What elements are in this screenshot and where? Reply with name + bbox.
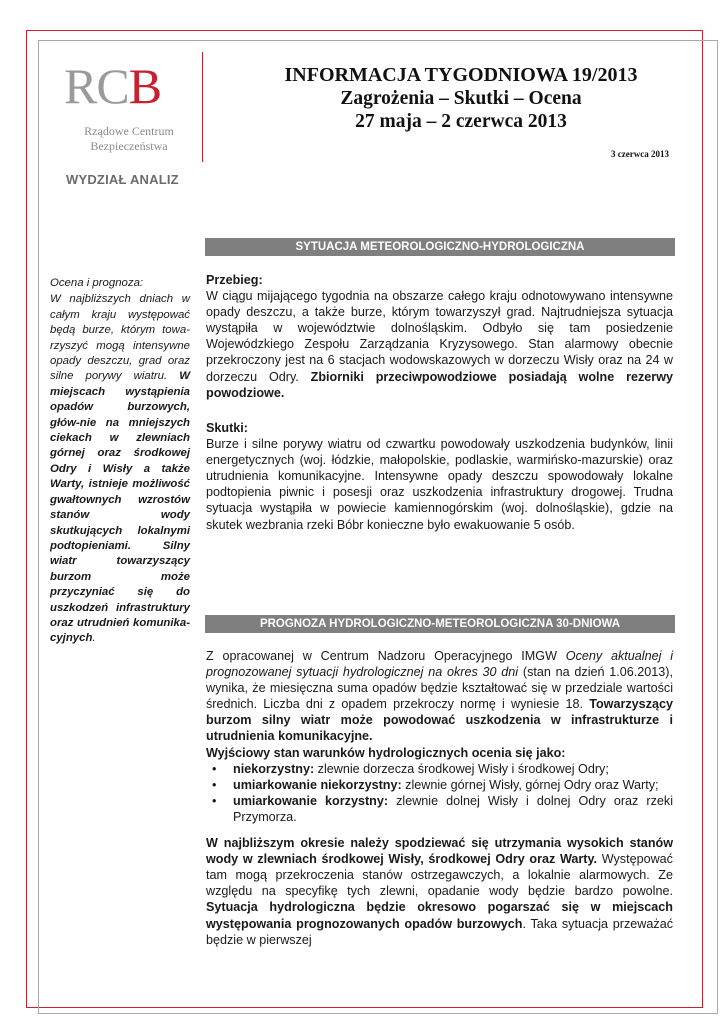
skutki-text: Burze i silne porywy wiatru od czwartku powodowały uszkodzenia budynków, linii energetycznych (woj. łódzkie, małopolskie, podlaskie, warmińsko-mazurskie) oraz utrudnienia komunikacyjne. Intensywne opady deszczu spowodowały lokalne podtopienia piwnic i posesji oraz uszkodzenia infrastruktury drogowej. Trudna sytuacja wystąpiła w powiecie kamiennogórskim (woj. dolnośląskie), gdzie na skutek wezbrania rzeki Bóbr konieczne było ewakuowanie 5 osób. <box>206 437 673 532</box>
sidebar-text: W najbliższych dniach w całym kraju występować będą burze, którym towa-rzyszyć mogą intensywne opady deszczu, grad oraz silne porywy wiatru. <box>50 293 190 383</box>
title-line-2: Zagrożenia – Skutki – Ocena <box>340 88 582 109</box>
bullet-icon: • <box>212 793 217 808</box>
rcb-logo <box>64 56 194 158</box>
list-item: • niekorzystny: zlewnie dorzecza środkowej Wisły i środkowej Odry; <box>212 761 609 776</box>
hydro-states-list <box>206 761 673 825</box>
section-header-meteo: SYTUACJA METEOROLOGICZNO-HYDROLOGICZNA <box>205 238 675 256</box>
issue-date: 3 czerwca 2013 <box>611 149 669 159</box>
section-header-forecast: PROGNOZA HYDROLOGICZNO-METEOROLOGICZNA 30-DNIOWA <box>205 615 675 633</box>
title-line-3: 27 maja – 2 czerwca 2013 <box>355 111 567 132</box>
przebieg-block <box>206 272 673 401</box>
bullet-icon: • <box>212 777 217 792</box>
department-label: WYDZIAŁ ANALIZ <box>66 172 179 187</box>
logo-divider <box>202 52 203 162</box>
forecast-paragraph-2: W najbliższym okresie należy spodziewać się utrzymania wysokich stanów wody w zlewniach środkowej Wisły, środkowej Odry oraz Warty. Występować tam mogą przekroczenia stanów ostrzegawczych, a lokalnie alarmowych. Ze względu na specyfikę tych zlewni, opadanie wody będzie bardzo powolne. Sytuacja hydrologiczna będzie okresowo pogarszać się w miejscach występowania prognozowanych opadów burzowych. Taka sytuacja przeważać będzie w pierwszej <box>206 836 673 947</box>
document-title <box>230 64 692 133</box>
list-item: • umiarkowanie korzystny: zlewnie dolnej Wisły i dolnej Odry oraz rzeki Przymorza. <box>212 793 674 824</box>
przebieg-heading: Przebieg: <box>206 273 263 287</box>
forecast-block <box>206 648 673 948</box>
skutki-heading: Skutki: <box>206 421 248 435</box>
sidebar-label: Ocena i prognoza: <box>50 277 144 289</box>
states-heading: Wyjściowy stan warunków hydrologicznych ocenia się jako: <box>206 745 566 760</box>
title-line-1: INFORMACJA TYGODNIOWA 19/2013 <box>284 64 638 86</box>
bullet-icon: • <box>212 761 217 776</box>
skutki-block <box>206 420 673 533</box>
przebieg-text: W ciągu mijającego tygodnia na obszarze całego kraju odnotowywano intensywne opady deszczu, a także burze, którym towarzyszył grad. Najtrudniejsza sytuacja wystąpiła w województwie dolnośląskim. Odbyło się tam posiedzenie Wojewódzkiego Zespołu Zarządzania Kryzysowego. Stan alarmowy obecnie przekroczony jest na 6 stacjach wodowskazowych w dorzeczu Wisły oraz na 24 w dorzeczu Odry. Zbiorniki przeciwpowodziowe posiadają wolne rezerwy powodziowe. <box>206 289 673 400</box>
forecast-paragraph-1: Z opracowanej w Centrum Nadzoru Operacyjnego IMGW Oceny aktualnej i prognozowanej sytuacji hydrologicznej na okres 30 dni (stan na dzień 1.06.2013), wynika, że miesięczna suma opadów będzie kształtować się w przedziale wartości średnich. Liczba dni z opadem przekroczy normę i wyniesie 18. Towarzyszący burzom silny wiatr może powodować uszkodzenia w infrastrukturze i utrudnienia komunikacyjne. <box>206 649 673 744</box>
sidebar-assessment: Ocena i prognoza: W najbliższych dniach w całym kraju występować będą burze, którym towa-rzyszyć mogą intensywne opady deszczu, grad oraz silne porywy wiatru. W miejscach wystąpienia opadów burzowych, głów-nie na mniejszych ciekach w zlewniach górnej oraz środkowej Odry i Wisły a także Warty, istnieje możliwość gwałtownych wzrostów stanów wody skutkujących lokalnymi podtopieniami. Silny wiatr towarzyszący burzom może przyczyniać się do uszkodzeń infrastruktury oraz utrudnień komunika-cyjnych. <box>50 277 190 645</box>
sidebar-bold-text: W miejscach wystąpienia opadów burzowych, głów-nie na mniejszych ciekach w zlewniach górnej oraz środkowej Odry i Wisły a także Warty, istnieje możliwość gwałtownych wzrostów stanów wody skutkujących lokalnymi podtopieniami. Silny wiatr towarzyszący burzom może przyczyniać się do uszkodzeń infrastruktury oraz utrudnień komunika-cyjnych <box>50 370 190 645</box>
list-item: • umiarkowanie niekorzystny: zlewnie górnej Wisły, górnej Odry oraz Warty; <box>212 777 659 792</box>
logo-subtitle: Rządowe Centrum Bezpieczeństwa <box>84 124 174 153</box>
logo-letters: RCB <box>64 58 162 114</box>
